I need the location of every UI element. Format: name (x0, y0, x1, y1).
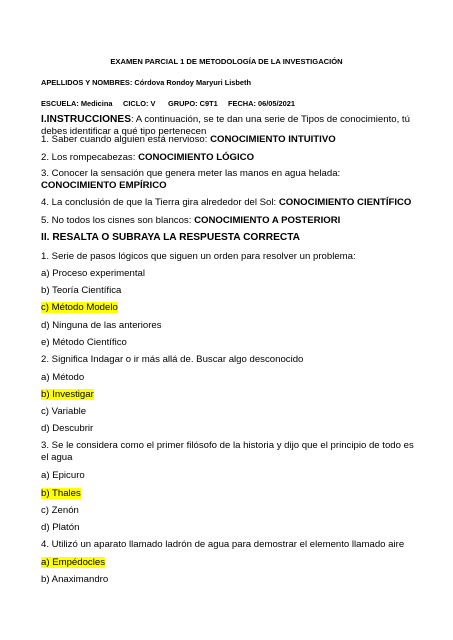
highlighted-answer: c) Método Modelo (41, 302, 118, 313)
knowledge-item (41, 168, 416, 192)
student-name: Córdova Rondoy Maryuri Lisbeth (134, 78, 251, 87)
student-label: APELLIDOS Y NOMBRES: (41, 78, 133, 87)
cycle-field: CICLO: V (123, 99, 156, 108)
knowledge-item-text: 5. No todos los cisnes son blancos: (41, 215, 195, 226)
question-text: 3. Se le considera como el primer filósofo de la historia y dijo que el principio de todo es el agua (41, 440, 414, 464)
answer-option: d) Platón (41, 522, 80, 533)
knowledge-item-answer: CONOCIMIENTO EMPÍRICO (41, 180, 167, 192)
answer-option: d) Descubrir (41, 423, 94, 434)
knowledge-item-text: 4. La conclusión de que la Tierra gira alrededor del Sol: (41, 197, 279, 208)
knowledge-item (41, 197, 411, 208)
answer-option: b) Anaximandro (41, 574, 109, 585)
answer-option: a) Método (41, 372, 85, 383)
exam-title: EXAMEN PARCIAL 1 DE METODOLOGÍA DE LA INVESTIGACIÓN (110, 57, 343, 66)
knowledge-item-text: 3. Conocer la sensación que genera meter las manos en agua helada: (41, 168, 341, 179)
highlighted-answer: a) Empédocles (41, 557, 105, 568)
knowledge-item-text: 1. Saber cuando alguien está nervioso: (41, 134, 211, 145)
knowledge-item (41, 215, 340, 226)
answer-option: d) Ninguna de las anteriores (41, 320, 162, 331)
highlighted-answer: b) Thales (41, 488, 81, 499)
knowledge-item-answer: CONOCIMIENTO CIENTÍFICO (278, 197, 412, 208)
answer-option: c) Variable (41, 406, 87, 417)
date-field: FECHA: 06/05/2021 (228, 99, 295, 108)
question-text: 2. Significa Indagar o ir más allá de. Buscar algo desconocido (41, 354, 304, 365)
section1-instruction: : A continuación, se te dan una serie de Tipos de conocimiento, tú debes identificar a qué tipo pertenecen (41, 114, 410, 138)
school-info-line (41, 99, 295, 108)
answer-option: c) Zenón (41, 505, 79, 516)
knowledge-item (41, 134, 336, 145)
answer-option-highlighted (41, 557, 105, 568)
knowledge-item (41, 152, 254, 163)
section2-heading: II. RESALTA O SUBRAYA LA RESPUESTA CORRECTA (41, 232, 301, 243)
answer-option: b) Teoría Científica (41, 285, 122, 296)
knowledge-item-answer: CONOCIMIENTO A POSTERIORI (194, 215, 341, 226)
student-line (41, 78, 251, 87)
question-text: 4. Utilizó un aparato llamado ladrón de agua para demostrar el elemento llamado aire (41, 539, 405, 550)
answer-option-highlighted (41, 302, 118, 313)
section1-heading: I.INSTRUCCIONES (41, 114, 131, 125)
question-text: 1. Serie de pasos lógicos que siguen un orden para resolver un problema: (41, 251, 356, 262)
answer-option: a) Epicuro (41, 470, 85, 481)
answer-option: a) Proceso experimental (41, 268, 145, 279)
answer-option: e) Método Científico (41, 337, 127, 348)
answer-option-highlighted (41, 488, 81, 499)
knowledge-item-text: 2. Los rompecabezas: (41, 152, 139, 163)
school-field: ESCUELA: Medicina (41, 99, 113, 108)
group-field: GRUPO: C9T1 (168, 99, 218, 108)
highlighted-answer: b) Investigar (41, 389, 94, 400)
answer-option-highlighted (41, 389, 94, 400)
knowledge-item-answer: CONOCIMIENTO INTUITIVO (210, 134, 336, 145)
knowledge-item-answer: CONOCIMIENTO LÓGICO (138, 152, 255, 163)
